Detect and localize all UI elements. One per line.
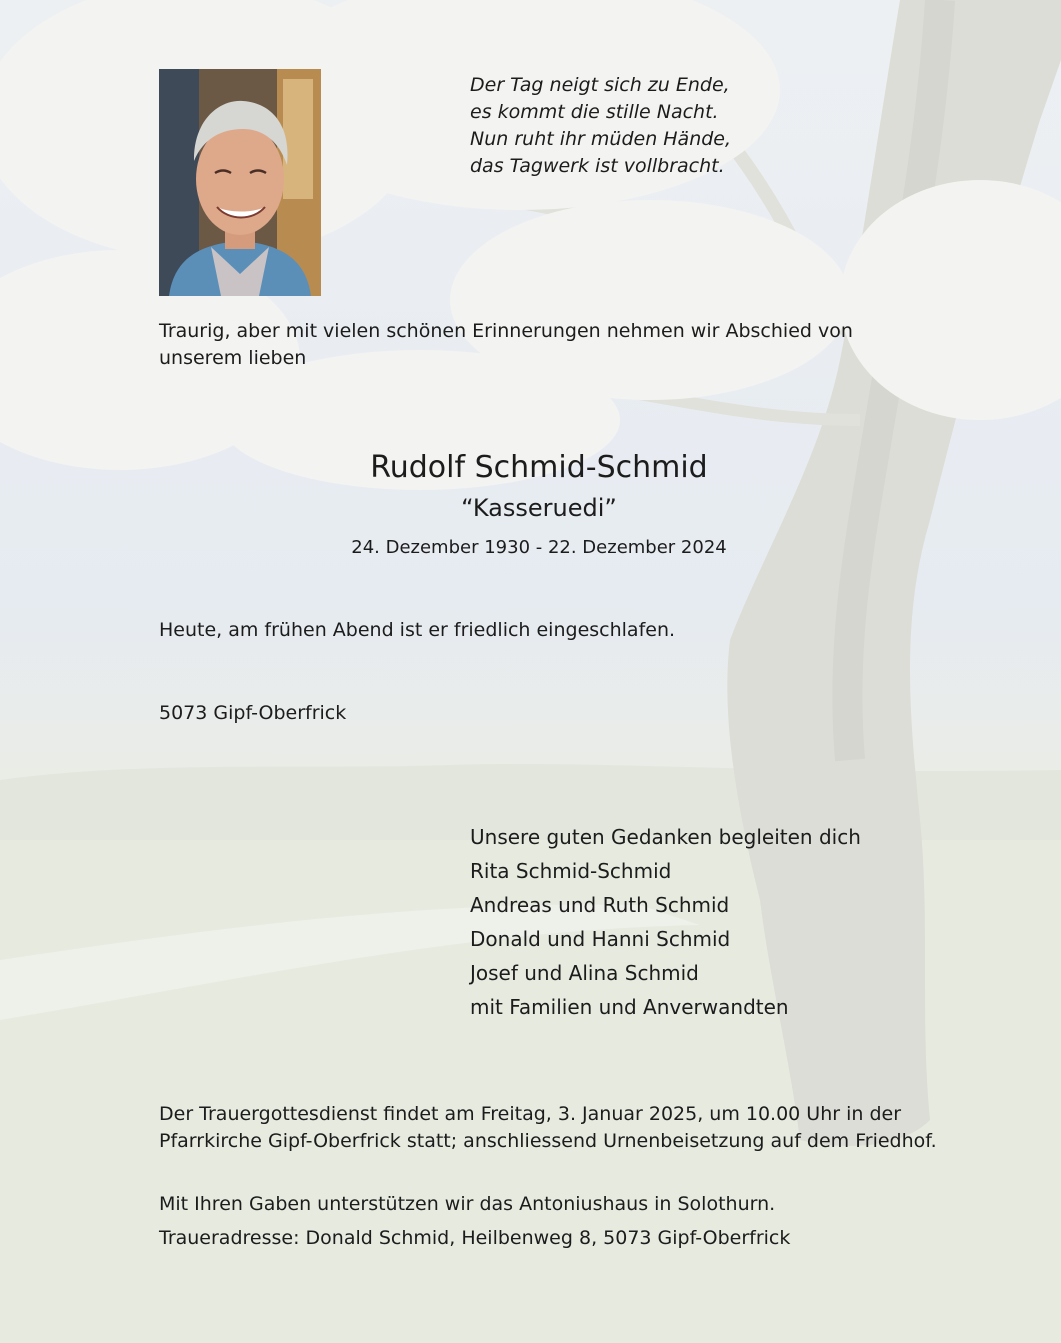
family-line: mit Familien und Anverwandten — [470, 995, 789, 1019]
life-dates: 24. Dezember 1930 - 22. Dezember 2024 — [351, 537, 727, 558]
portrait-photo — [159, 69, 321, 296]
mourning-address: Traueradresse: Donald Schmid, Heilbenweg 8, 5073 Gipf-Oberfrick — [159, 1227, 791, 1249]
family-line: Rita Schmid-Schmid — [470, 859, 672, 883]
family-line: Andreas und Ruth Schmid — [470, 893, 730, 917]
intro-text: Traurig, aber mit vielen schönen Erinnerungen nehmen wir Abschied von unserem lieben — [159, 320, 853, 369]
donation-info: Mit Ihren Gaben unterstützen wir das Antoniushaus in Solothurn. — [159, 1193, 776, 1215]
funeral-service-info: Der Trauergottesdienst findet am Freitag, 3. Januar 2025, um 10.00 Uhr in der Pfarrkirche Gipf-Oberfrick statt; anschliessend Urnenbeisetzung auf dem Friedhof. — [159, 1103, 937, 1152]
place: 5073 Gipf-Oberfrick — [159, 702, 347, 724]
deceased-name: Rudolf Schmid-Schmid — [370, 450, 708, 485]
family-list — [470, 820, 950, 1024]
family-line: Josef und Alina Schmid — [470, 961, 699, 985]
poem-line: das Tagwerk ist vollbracht. — [470, 155, 725, 177]
poem — [470, 72, 930, 180]
poem-line: Der Tag neigt sich zu Ende, — [470, 74, 730, 96]
family-line: Unsere guten Gedanken begleiten dich — [470, 825, 861, 849]
family-line: Donald und Hanni Schmid — [470, 927, 731, 951]
poem-line: es kommt die stille Nacht. — [470, 101, 719, 123]
poem-line: Nun ruht ihr müden Hände, — [470, 128, 732, 150]
death-notice: Heute, am frühen Abend ist er friedlich eingeschlafen. — [159, 619, 676, 641]
deceased-nickname: “Kasseruedi” — [461, 494, 617, 522]
